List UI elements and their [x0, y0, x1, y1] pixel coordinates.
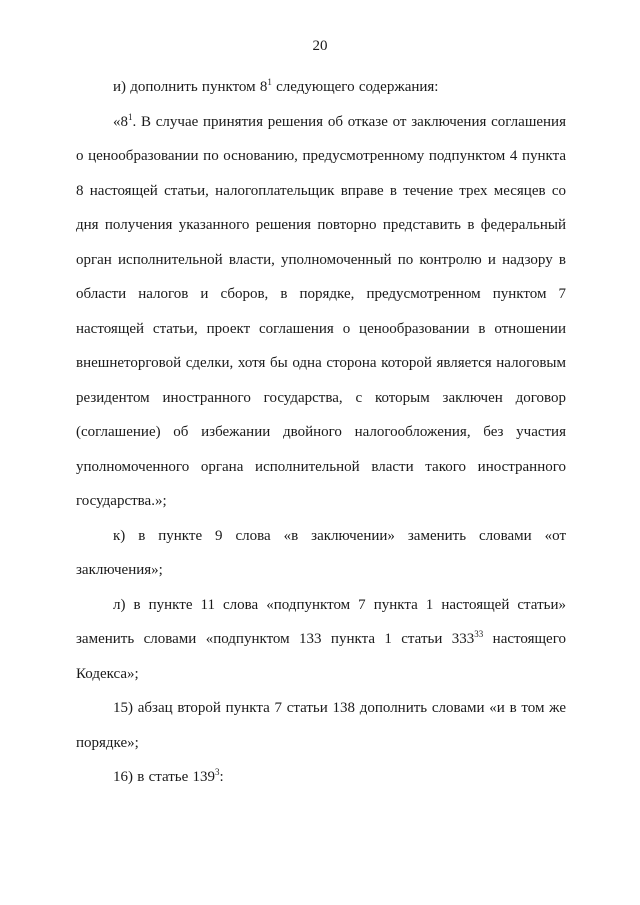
paragraph-amendment-i [76, 70, 566, 105]
paragraph-text: . В случае принятия решения об отказе от заключения соглашения о ценообразовании по основанию, предусмотренному подпунктом 4 пункта 8 настоящей статьи, налогоплательщик вправе в течение трех месяцев со дня получения указанного решения повторно представить в федеральный орган исполнительной власти, уполномоченный по контролю и надзору в области налогов и сборов, в порядке, предусмотренном пунктом 7 настоящей статьи, проект соглашения о ценообразовании в отношении внешнеторговой сделки, хотя бы одна сторона которой является налоговым резидентом иностранного государства, с которым заключен договор (соглашение) об избежании двойного налогообложения, без участия уполномоченного органа исполнительной власти такого иностранного государства.»; [76, 113, 566, 509]
paragraph-item-16 [76, 760, 566, 795]
superscript: 1 [128, 111, 133, 122]
page-number: 20 [312, 38, 328, 54]
paragraph-text: «8 [113, 113, 128, 130]
paragraph-amendment-k [76, 519, 566, 588]
paragraph-text: к) в пункте 9 слова «в заключении» заменить словами «от заключения»; [76, 527, 566, 578]
paragraph-text: 16) в статье 139 [113, 769, 216, 785]
paragraph-amendment-l [76, 588, 566, 692]
paragraph-text: : [219, 769, 224, 785]
paragraph-text: л) в пункте 11 слова «подпунктом 7 пункта 1 настоящей статьи» заменить словами «подпунктом 133 пункта 1 статьи 333 [76, 596, 566, 647]
superscript: 1 [267, 77, 272, 87]
paragraph-text: 15) абзац второй пункта 7 статьи 138 дополнить словами «и в том же порядке»; [76, 700, 566, 751]
paragraph-point-8-1 [76, 105, 566, 519]
paragraph-item-15 [76, 691, 566, 760]
superscript: 33 [474, 629, 484, 639]
paragraph-text: и) дополнить пунктом 8 [113, 79, 268, 95]
paragraph-text: настоящего Кодекса»; [76, 631, 566, 682]
document-body [76, 70, 566, 795]
superscript: 3 [215, 767, 220, 777]
paragraph-text: следующего содержания: [271, 79, 439, 95]
